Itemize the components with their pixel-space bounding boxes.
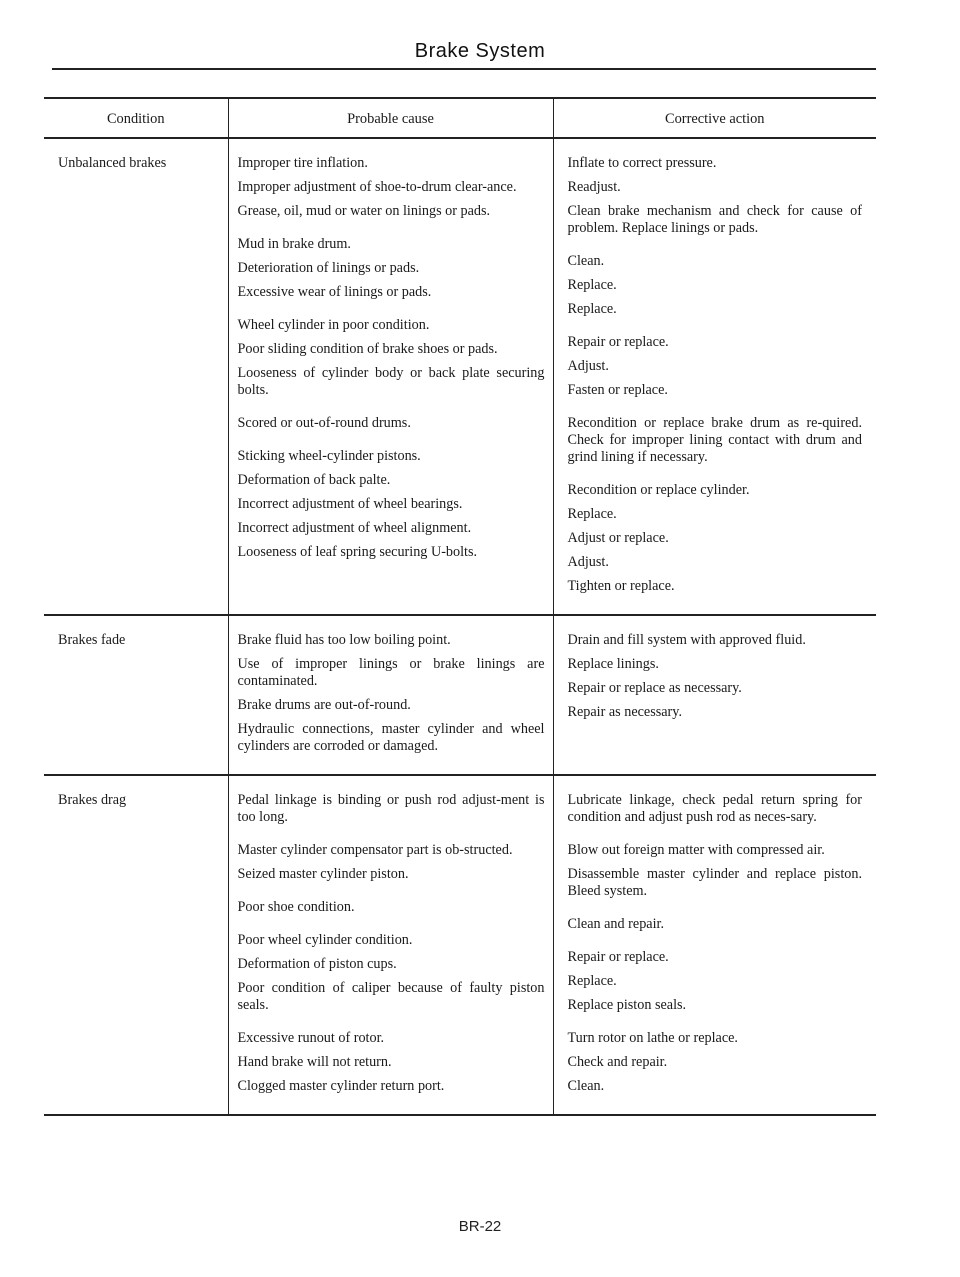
action-entry: Replace.	[567, 506, 617, 522]
cause-entry: Scored or out-of-round drums.	[237, 415, 411, 431]
cause-entry: Pedal linkage is binding or push rod adjust-ment is too long.	[237, 792, 545, 825]
corrective-action-cell	[553, 615, 876, 775]
action-entry: Lubricate linkage, check pedal return spring for condition and adjust push rod as neces-sary.	[567, 792, 862, 825]
cause-entry: Brake drums are out-of-round.	[237, 697, 411, 713]
action-entry: Repair or replace.	[567, 334, 669, 350]
cause-entry: Excessive wear of linings or pads.	[237, 284, 432, 300]
table-body	[44, 138, 876, 1115]
action-entry: Adjust or replace.	[567, 530, 669, 546]
corrective-action-cell	[553, 138, 876, 615]
action-entry: Blow out foreign matter with compressed air.	[567, 842, 825, 858]
cause-entry: Improper adjustment of shoe-to-drum clear-ance.	[237, 179, 517, 195]
action-entry: Fasten or replace.	[567, 382, 668, 398]
action-entry: Replace.	[567, 301, 617, 317]
cause-entry: Poor shoe condition.	[237, 899, 355, 915]
cause-entry: Use of improper linings or brake linings are contaminated.	[237, 656, 545, 689]
action-entry: Turn rotor on lathe or replace.	[567, 1030, 738, 1046]
condition-group	[44, 775, 876, 1115]
cause-entry: Sticking wheel-cylinder pistons.	[237, 448, 421, 464]
troubleshooting-table-container	[44, 97, 876, 1116]
cause-entry: Incorrect adjustment of wheel alignment.	[237, 520, 472, 536]
action-entry: Replace.	[567, 973, 617, 989]
cause-entry: Poor wheel cylinder condition.	[237, 932, 413, 948]
action-entry: Replace piston seals.	[567, 997, 687, 1013]
page-number: BR-22	[458, 1218, 502, 1235]
action-entry: Clean.	[567, 253, 605, 269]
probable-cause-cell	[228, 138, 553, 615]
action-entry: Tighten or replace.	[567, 578, 675, 594]
action-entry: Clean.	[567, 1078, 605, 1094]
cause-entry: Improper tire inflation.	[237, 155, 368, 171]
action-entry: Adjust.	[567, 554, 609, 570]
action-entry: Replace linings.	[567, 656, 659, 672]
header-rule	[52, 68, 876, 70]
action-entry: Check and repair.	[567, 1054, 668, 1070]
action-entry: Adjust.	[567, 358, 609, 374]
column-header-corrective-action: Corrective action	[553, 98, 876, 138]
cause-entry: Incorrect adjustment of wheel bearings.	[237, 496, 463, 512]
cause-entry: Hydraulic connections, master cylinder and wheel cylinders are corroded or damaged.	[237, 721, 545, 754]
cause-entry: Deformation of piston cups.	[237, 956, 397, 972]
cause-entry: Looseness of leaf spring securing U-bolts.	[237, 544, 478, 560]
action-entry: Readjust.	[567, 179, 621, 195]
cause-entry: Wheel cylinder in poor condition.	[237, 317, 430, 333]
probable-cause-cell	[228, 775, 553, 1115]
action-entry: Repair as necessary.	[567, 704, 682, 720]
action-entry: Inflate to correct pressure.	[567, 155, 717, 171]
action-entry: Clean and repair.	[567, 916, 665, 932]
cause-entry: Brake fluid has too low boiling point.	[237, 632, 451, 648]
action-entry: Clean brake mechanism and check for cause of problem. Replace linings or pads.	[567, 203, 862, 236]
action-entry: Repair or replace.	[567, 949, 669, 965]
cause-entry: Poor condition of caliper because of faulty piston seals.	[237, 980, 545, 1013]
action-entry: Recondition or replace brake drum as re-quired. Check for improper lining contact with drum and grind lining if necessary.	[567, 415, 862, 465]
cause-entry: Clogged master cylinder return port.	[237, 1078, 445, 1094]
column-header-probable-cause: Probable cause	[228, 98, 553, 138]
cause-entry: Looseness of cylinder body or back plate securing bolts.	[237, 365, 545, 398]
corrective-action-cell	[553, 775, 876, 1115]
table-header	[44, 98, 876, 138]
condition-cell: Brakes fade	[58, 632, 126, 648]
condition-group	[44, 138, 876, 615]
action-entry: Drain and fill system with approved fluid.	[567, 632, 806, 648]
probable-cause-cell	[228, 615, 553, 775]
cause-entry: Excessive runout of rotor.	[237, 1030, 385, 1046]
header-row	[44, 98, 876, 138]
troubleshooting-table	[44, 97, 876, 1116]
action-entry: Recondition or replace cylinder.	[567, 482, 750, 498]
cause-entry: Master cylinder compensator part is ob-structed.	[237, 842, 513, 858]
condition-group	[44, 615, 876, 775]
cause-entry: Seized master cylinder piston.	[237, 866, 409, 882]
condition-cell: Brakes drag	[58, 792, 127, 808]
action-entry: Disassemble master cylinder and replace piston. Bleed system.	[567, 866, 862, 899]
action-entry: Repair or replace as necessary.	[567, 680, 742, 696]
cause-entry: Grease, oil, mud or water on linings or pads.	[237, 203, 491, 219]
cause-entry: Deterioration of linings or pads.	[237, 260, 420, 276]
cause-entry: Deformation of back palte.	[237, 472, 391, 488]
cause-entry: Poor sliding condition of brake shoes or pads.	[237, 341, 498, 357]
condition-cell: Unbalanced brakes	[58, 155, 167, 171]
action-entry: Replace.	[567, 277, 617, 293]
cause-entry: Mud in brake drum.	[237, 236, 351, 252]
cause-entry: Hand brake will not return.	[237, 1054, 392, 1070]
column-header-condition: Condition	[106, 111, 165, 127]
page-title: Brake System	[414, 40, 546, 62]
